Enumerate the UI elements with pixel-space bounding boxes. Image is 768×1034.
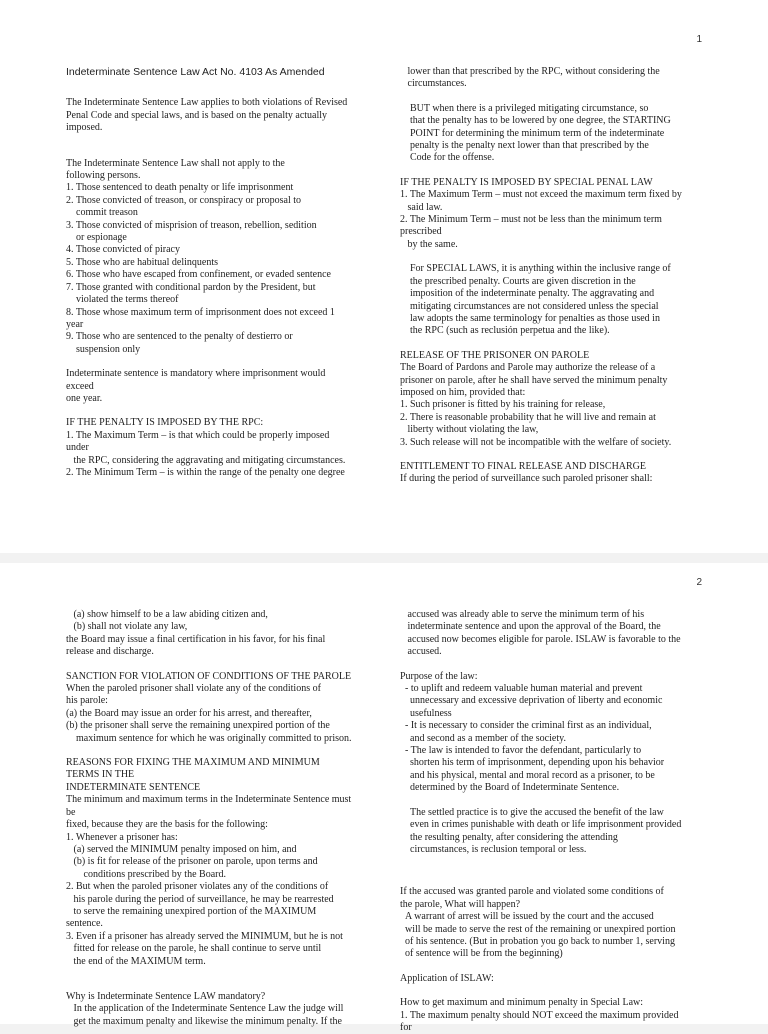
document-title: Indeterminate Sentence Law Act No. 4103 As Amended xyxy=(66,66,325,78)
right-column xyxy=(400,609,700,1034)
paragraph: The Indeterminate Sentence Law applies to both violations of Revised Penal Code and special laws, and is based on the penalty actually imposed. xyxy=(66,97,348,134)
paragraph: RELEASE OF THE PRISONER ON PAROLE The Board of Pardons and Parole may authorize the release of a prisoner on parole, after he shall have served the minimum penalty imposed on him, provided that: 1. Such prisoner is fitted by his training for release, 2. There is reasonable probability that he will live and remain at liberty without violating the law, 3. Such release will not be incompatible with the welfare of society. xyxy=(400,349,672,448)
paragraph: Indeterminate sentence is mandatory where imprisonment would exceed one year. xyxy=(66,368,326,404)
paragraph: BUT when there is a privileged mitigating circumstance, so that the penalty has to be lowered by one degree, the STARTING POINT for determining the minimum term of the indeterminate penalty is the penalty next lower than that prescribed by the Code for the offense. xyxy=(410,102,671,164)
paragraph: REASONS FOR FIXING THE MAXIMUM AND MINIMUM TERMS IN THE INDETERMINATE SENTENCE The minimum and maximum terms in the Indeterminate Sentence must be fixed, because they are the basis for the following: 1. Whenever a prisoner has: (a) served the MINIMUM penalty imposed on him, and (b) is fit for release of the prisoner on parole, upon terms and conditions prescribed by the Board. 2. But when the paroled prisoner violates any of the conditions of his parole during the period of surveillance, he may be rearrested to serve the remaining unexpired portion of the MAXIMUM sentence. 3. Even if a prisoner has already served the MINIMUM, but he is not fitted for release on the parole, he shall continue to serve until the end of the MAXIMUM term. xyxy=(66,757,352,967)
page-number: 1 xyxy=(696,34,702,45)
document-page-2 xyxy=(0,563,768,1033)
paragraph: Application of ISLAW: xyxy=(400,972,494,984)
left-column xyxy=(66,609,366,1028)
paragraph: If the accused was granted parole and violated some conditions of the parole, What will happen? A warrant of arrest will be issued by the court and the accused will be made to serve the rest of the remaining or unexpired portion of his sentence. (But in probation you go back to number 1, serving of sentence will be from the beginning) xyxy=(400,886,676,960)
paragraph: Why is Indeterminate Sentence LAW mandatory? In the application of the Indeterminate Sentence Law the judge will get the maximum penalty and likewise the minimum penalty. If the xyxy=(66,990,344,1027)
paragraph: ENTITLEMENT TO FINAL RELEASE AND DISCHARGE If during the period of surveillance such paroled prisoner shall: xyxy=(400,460,653,485)
paragraph: lower than that prescribed by the RPC, without considering the circumstances. xyxy=(407,66,660,90)
paragraph: (a) show himself to be a law abiding citizen and, (b) shall not violate any law, the Board may issue a final certification in his favor, for his final release and discharge. xyxy=(66,609,326,658)
paragraph: For SPECIAL LAWS, it is anything within the inclusive range of the prescribed penalty. Courts are given discretion in the imposition of the indeterminate penalty. The aggravating and mitigating circumstances are not considered unless the special law adopts the same terminology for penalties as those used in the RPC (such as reclusión perpetua and the like). xyxy=(410,263,671,337)
right-column xyxy=(400,66,700,486)
paragraph: Purpose of the law: - to uplift and redeem valuable human material and prevent unnecessary and excessive deprivation of liberty and economic usefulness - It is necessary to consider the criminal first as an individual, and second as a member of the society. - The law is intended to favor the defendant, particularly to shorten his term of imprisonment, depending upon his behavior and his physical, mental and moral record as a prisoner, to be determined by the Board of Indeterminate Sentence. xyxy=(400,670,665,794)
paragraph: IF THE PENALTY IS IMPOSED BY THE RPC: 1. The Maximum Term – is that which could be properly imposed under the RPC, considering the aggravating and mitigating circumstances. 2. The Minimum Term – is within the range of the penalty one degree xyxy=(66,417,346,478)
paragraph: How to get maximum and minimum penalty in Special Law: 1. The maximum penalty should NOT exceed the maximum provided for xyxy=(400,997,679,1033)
paragraph: IF THE PENALTY IS IMPOSED BY SPECIAL PENAL LAW 1. The Maximum Term – must not exceed the maximum term fixed by said law. 2. The Minimum Term – must not be less than the minimum term prescribed by the same. xyxy=(400,176,682,250)
paragraph: SANCTION FOR VIOLATION OF CONDITIONS OF THE PAROLE When the paroled prisoner shall violate any of the conditions of his parole: (a) the Board may issue an order for his arrest, and thereafter, (b) the prisoner shall serve the remaining unexpired portion of the maximum sentence for which he was originally committed to prison. xyxy=(66,670,352,744)
paragraph: accused was already able to serve the minimum term of his indeterminate sentence and upon the approval of the Board, the accused now becomes eligible for parole. ISLAW is favorable to the accused. xyxy=(407,609,681,658)
page-number: 2 xyxy=(696,577,702,588)
paragraph: The settled practice is to give the accused the benefit of the law even in crimes punishable with death or life imprisonment provided the resulting penalty, after considering the attending circumstances, is reclusion temporal or less. xyxy=(410,806,682,855)
paragraph: The Indeterminate Sentence Law shall not apply to the following persons. 1. Those sentenced to death penalty or life imprisonment 2. Those convicted of treason, or conspiracy or proposal to commit treason 3. Those convicted of misprision of treason, rebellion, sedition or espionage 4. Those convicted of piracy 5. Those who are habitual delinquents 6. Those who have escaped from confinement, or evaded sentence 7. Those granted with conditional pardon by the President, but violated the terms thereof 8. Those whose maximum term of imprisonment does not exceed 1 year 9. Those who are sentenced to the penalty of destierro or suspension only xyxy=(66,157,335,355)
left-column xyxy=(66,66,366,479)
